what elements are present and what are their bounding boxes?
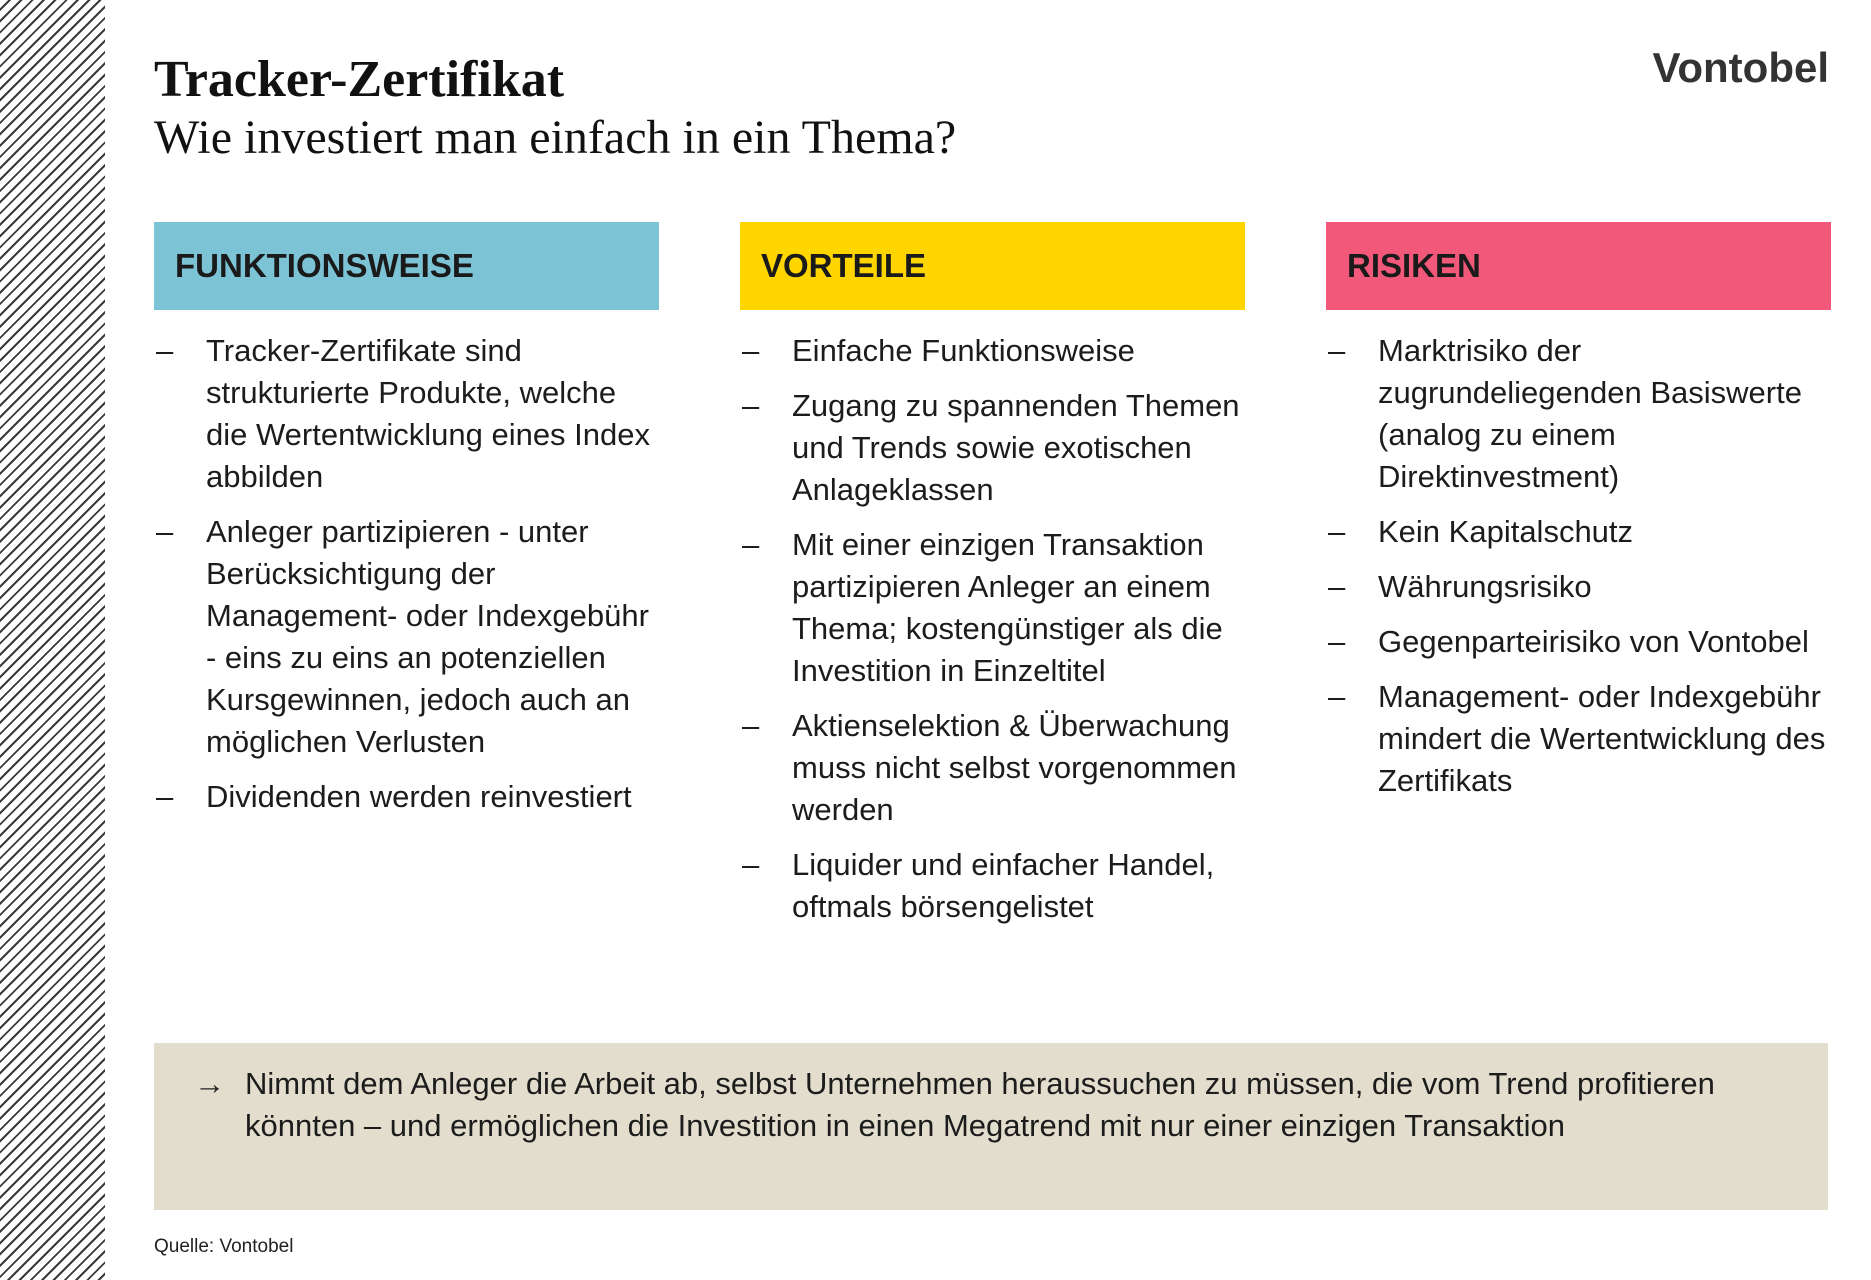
header-risiken-label: RISIKEN [1347,247,1481,284]
dash-icon: – [742,847,760,882]
dash-icon: – [742,527,760,562]
dash-icon: – [156,779,174,814]
list-funktionsweise [154,330,659,818]
list-item: – Aktienselektion & Überwachung muss nicht selbst vorgenommen werden [740,705,1245,831]
dash-icon: – [1328,569,1346,604]
dash-icon: – [742,708,760,743]
page-title: Tracker-Zertifikat [154,51,565,108]
list-item: – Kein Kapitalschutz [1326,511,1831,553]
dash-icon: – [1328,624,1346,659]
list-item: – Währungsrisiko [1326,566,1831,608]
header-risiken [1326,222,1831,310]
list-item: – Marktrisiko der zugrundeliegenden Basiswerte (analog zu einem Direktinvestment) [1326,330,1831,498]
header-vorteile-label: VORTEILE [761,247,927,284]
list-risiken [1326,330,1831,802]
page-subtitle: Wie investiert man einfach in ein Thema? [154,111,957,164]
dash-icon: – [156,333,174,368]
list-vorteile [740,330,1245,928]
source-footnote: Quelle: Vontobel [154,1236,294,1257]
column-risiken [1326,222,1831,815]
header-funktionsweise-label: FUNKTIONSWEISE [175,247,474,284]
list-item: – Anleger partizipieren - unter Berücksichtigung der Management- oder Indexgebühr - eins zu eins an potenziellen Kursgewinnen, jedoch auch an möglichen Verlusten [154,511,659,763]
summary-note [154,1043,1828,1210]
column-vorteile [740,222,1245,941]
list-item: – Zugang zu spannenden Themen und Trends sowie exotischen Anlageklassen [740,385,1245,511]
list-item: – Liquider und einfacher Handel, oftmals börsengelistet [740,844,1245,928]
dash-icon: – [742,388,760,423]
arrow-right-icon: → [194,1066,225,1101]
header-funktionsweise [154,222,659,310]
column-funktionsweise [154,222,659,831]
list-item: – Einfache Funktionsweise [740,330,1245,372]
list-item: – Mit einer einzigen Transaktion partizipieren Anleger an einem Thema; kostengünstiger als die Investition in Einzeltitel [740,524,1245,692]
list-item: – Management- oder Indexgebühr mindert die Wertentwicklung des Zertifikats [1326,676,1831,802]
dash-icon: – [156,514,174,549]
dash-icon: – [1328,679,1346,714]
list-item: – Dividenden werden reinvestiert [154,776,659,818]
list-item: – Gegenparteirisiko von Vontobel [1326,621,1831,663]
dash-icon: – [1328,333,1346,368]
hatch-decoration [0,0,105,1280]
vontobel-logo: Vontobel [1652,44,1829,91]
header-vorteile [740,222,1245,310]
dash-icon: – [1328,514,1346,549]
summary-note-text: Nimmt dem Anleger die Arbeit ab, selbst Unternehmen heraussuchen zu müssen, die vom Trend profitieren könnten – und ermöglichen die Investition in einen Megatrend mit nur einer einzigen Transaktion [245,1066,1715,1143]
list-item: – Tracker-Zertifikate sind strukturierte Produkte, welche die Wertentwicklung eines Index abbilden [154,330,659,498]
dash-icon: – [742,333,760,368]
